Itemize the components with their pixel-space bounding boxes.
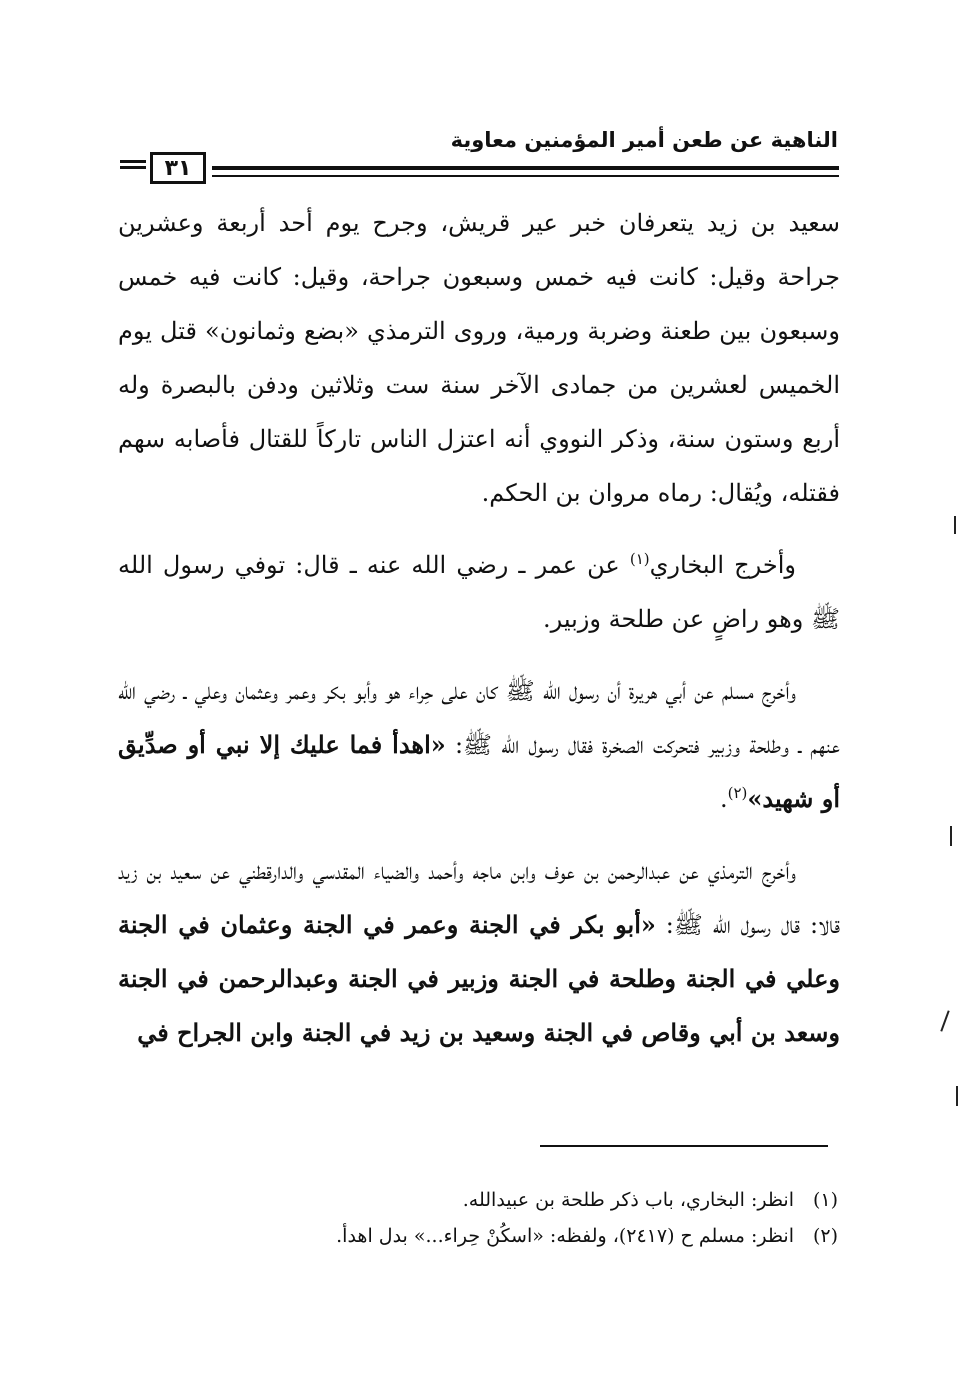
paragraph-4-text: وأخرج الترمذي عن عبدالرحمن بن عوف وابن ماجه وأحمد والضياء المقدسي والدارقطني عن سعيد بن زيد قالا: قال رسول الله ﷺ: (118, 857, 840, 939)
footnote-ref-1[interactable]: (١) (629, 550, 650, 568)
header-ornament (120, 160, 146, 174)
footnote-number: (٢) (812, 1225, 838, 1247)
page-number: ٣١ (150, 152, 206, 184)
paragraph-3-end: . (719, 785, 728, 813)
scan-edge-mark (940, 1010, 949, 1031)
footnote-number: (١) (812, 1189, 838, 1211)
paragraph-2-text-b: عن عمر ـ رضي الله عنه ـ قال: توفي رسول الله ﷺ وهو راضٍ عن طلحة وزبير. (118, 551, 840, 633)
footnote-separator (540, 1145, 828, 1147)
header-rule (212, 166, 839, 177)
running-title: الناهية عن طعن أمير المؤمنين معاوية (450, 128, 838, 152)
body-text (118, 196, 840, 1078)
paragraph-2-text-a: وأخرج البخاري (649, 551, 796, 579)
footnote-2 (200, 1218, 838, 1254)
footnotes (200, 1182, 838, 1254)
footnote-1 (200, 1182, 838, 1218)
footnote-text: انظر: البخاري، باب ذكر طلحة بن عبيدالله. (462, 1189, 794, 1211)
paragraph-4 (118, 844, 840, 1060)
footnote-text: انظر: مسلم ح (٢٤١٧)، ولفظه: «اسكُنْ حِراء...» بدل اهدأ. (336, 1225, 794, 1247)
paragraph-1: سعيد بن زيد يتعرفان خبر عير قريش، وجرح يوم أحد أربعة وعشرين جراحة وقيل: كانت فيه خمس وسبعون جراحة، وقيل: كانت فيه خمس وسبعون بين طعنة وضربة ورمية، وروى الترمذي «بضع وثمانون» قتل يوم الخميس لعشرين من جمادى الآخر سنة ست وثلاثين ودفن بالبصرة وله أربع وستون سنة، وذكر النووي أنه اعتزل الناس تاركاً للقتال فأصابه سهم فقتله، ويُقال: رماه مروان بن الحكم. (118, 209, 840, 507)
footnote-ref-2[interactable]: (٢) (727, 784, 748, 802)
paragraph-2 (118, 538, 840, 646)
scan-edge-mark (954, 516, 956, 534)
hadith-quote-1: «اهدأ فما عليك إلا نبي أو صدِّيق أو شهيد» (118, 730, 840, 813)
hadith-quote-2: «أبو بكر في الجنة وعمر في الجنة وعثمان في الجنة وعلي في الجنة وطلحة في الجنة وزبير في الجنة وعبدالرحمن في الجنة وسعد بن أبي وقاص في الجنة وسعيد بن زيد في الجنة وابن الجراح في (118, 910, 841, 1047)
paragraph-3 (118, 664, 840, 826)
scan-edge-mark (950, 826, 952, 846)
scan-edge-mark (956, 1086, 958, 1106)
paragraph-3-text: وأخرج مسلم عن أبي هريرة أن رسول الله ﷺ كان على حِراء هو وأبو بكر وعمر وعثمان وعلي ـ رضي الله عنهم ـ وطلحة وزبير فتحركت الصخرة فقال رسول الله ﷺ: (118, 677, 840, 759)
